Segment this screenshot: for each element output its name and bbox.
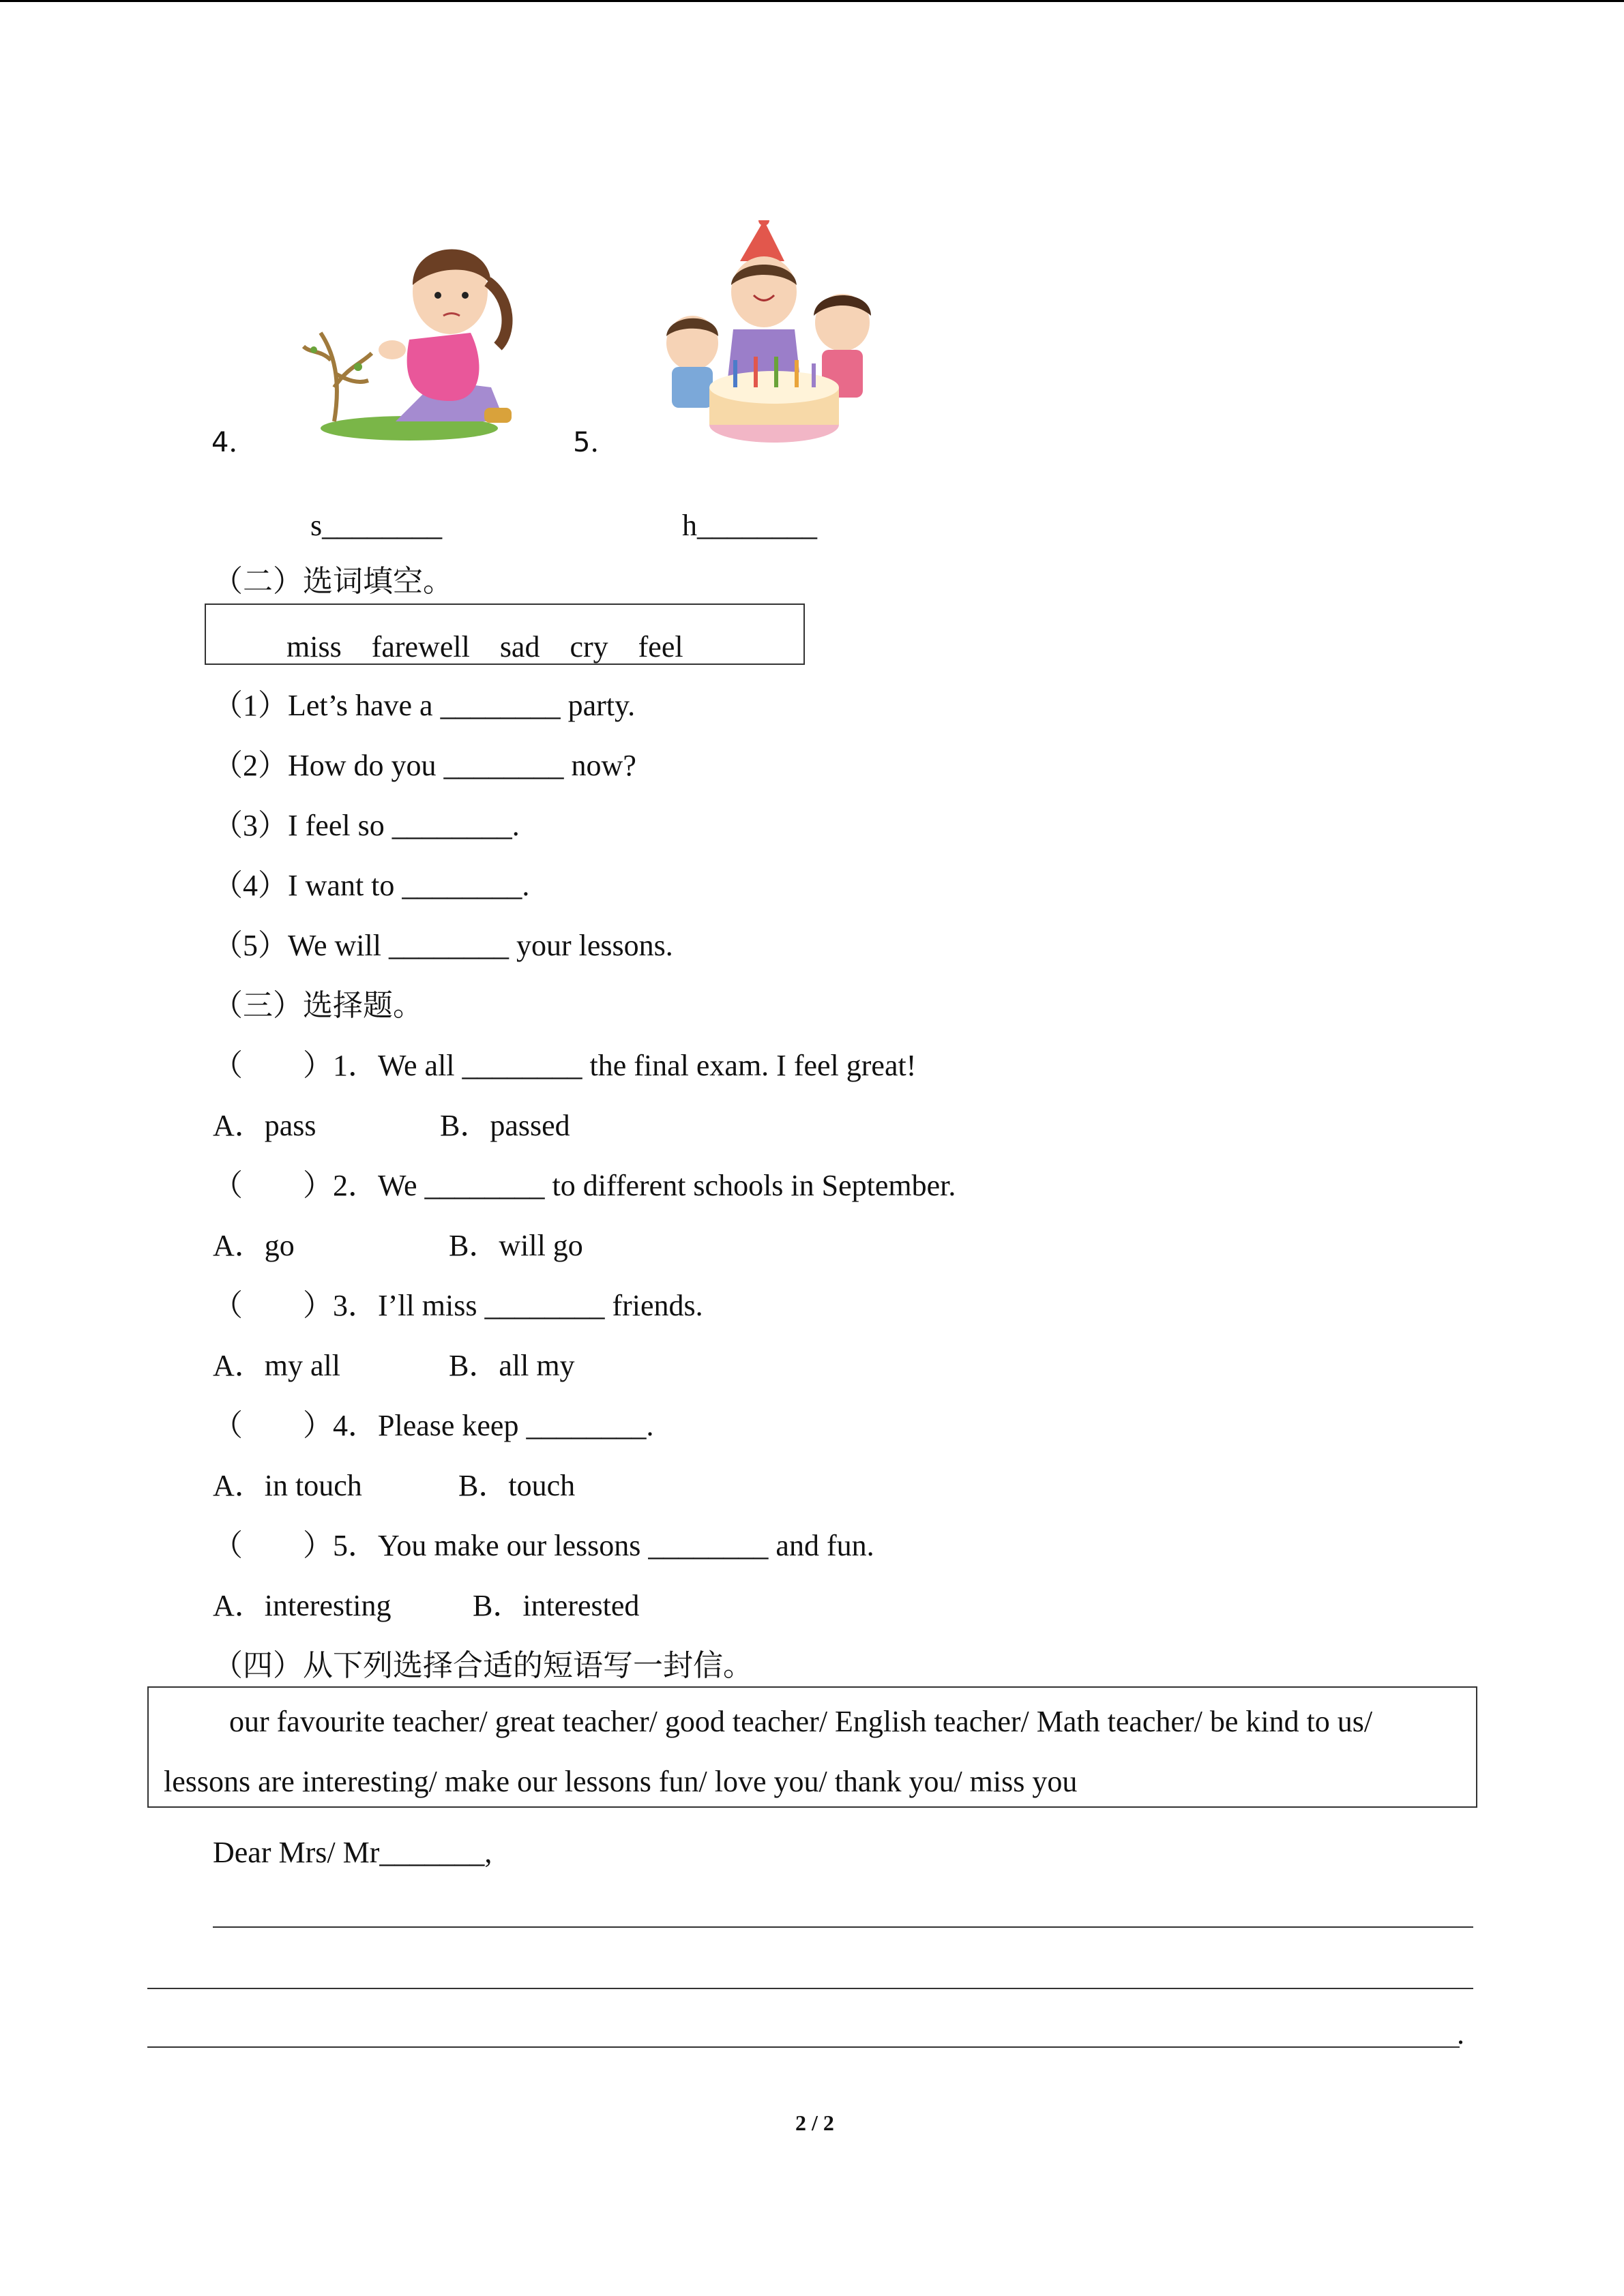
question-3-option-b: B．all my: [449, 1349, 575, 1382]
word-bank-box: [205, 603, 805, 665]
letter-end-period: .: [1457, 2017, 1464, 2051]
question-1-option-a: A．pass: [213, 1109, 316, 1142]
fill-item-3: （3）I feel so ________.: [213, 809, 520, 842]
fill-item-1: （1）Let’s have a ________ party.: [213, 689, 636, 722]
section-3-heading: （三）选择题。: [213, 989, 423, 1022]
birthday-party-illustration: [651, 220, 897, 452]
phrase-line-2: lessons are interesting/ make our lessons fun/ love you/ thank you/ miss you: [164, 1765, 1078, 1798]
question-4-stem: （ ）4．Please keep ________.: [213, 1409, 654, 1442]
writing-line-3: [147, 2046, 1460, 2048]
writing-line-2: [147, 1988, 1473, 1989]
item-5-answer: h________: [682, 509, 817, 542]
question-5-option-b: B．interested: [473, 1589, 640, 1622]
question-3-option-a: A．my all: [213, 1349, 340, 1382]
writing-line-1: [213, 1926, 1473, 1928]
item-4-answer: s________: [310, 509, 443, 542]
sad-girl-illustration: [293, 217, 539, 449]
phrase-box: [147, 1686, 1477, 1808]
section-4-heading: （四）从下列选择合适的短语写一封信。: [213, 1649, 753, 1682]
word-bank: miss farewell sad cry feel: [286, 630, 683, 664]
fill-item-5: （5）We will ________ your lessons.: [213, 929, 673, 962]
fill-item-2: （2）How do you ________ now?: [213, 749, 636, 782]
question-2-option-a: A．go: [213, 1229, 295, 1262]
question-5-stem: （ ）5．You make our lessons ________ and fun.: [213, 1529, 874, 1562]
letter-salutation: Dear Mrs/ Mr_______,: [213, 1836, 492, 1869]
item-4-number: 4．: [211, 427, 256, 458]
question-1-option-b: B．passed: [440, 1109, 570, 1142]
phrase-line-1: our favourite teacher/ great teacher/ good teacher/ English teacher/ Math teacher/ be kind to us/: [229, 1705, 1373, 1738]
fill-item-4: （4）I want to ________.: [213, 869, 530, 902]
question-2-option-b: B．will go: [449, 1229, 583, 1262]
question-3-stem: （ ）3．I’ll miss ________ friends.: [213, 1289, 703, 1322]
page-number: 2 / 2: [795, 2111, 834, 2135]
question-2-stem: （ ）2．We ________ to different schools in September.: [213, 1169, 956, 1202]
question-5-option-a: A．interesting: [213, 1589, 392, 1622]
section-2-heading: （二）选词填空。: [213, 565, 453, 598]
question-4-option-b: B．touch: [458, 1469, 576, 1502]
question-1-stem: （ ）1．We all ________ the final exam. I feel great!: [213, 1049, 917, 1082]
question-4-option-a: A．in touch: [213, 1469, 362, 1502]
item-5-number: 5．: [573, 427, 618, 458]
